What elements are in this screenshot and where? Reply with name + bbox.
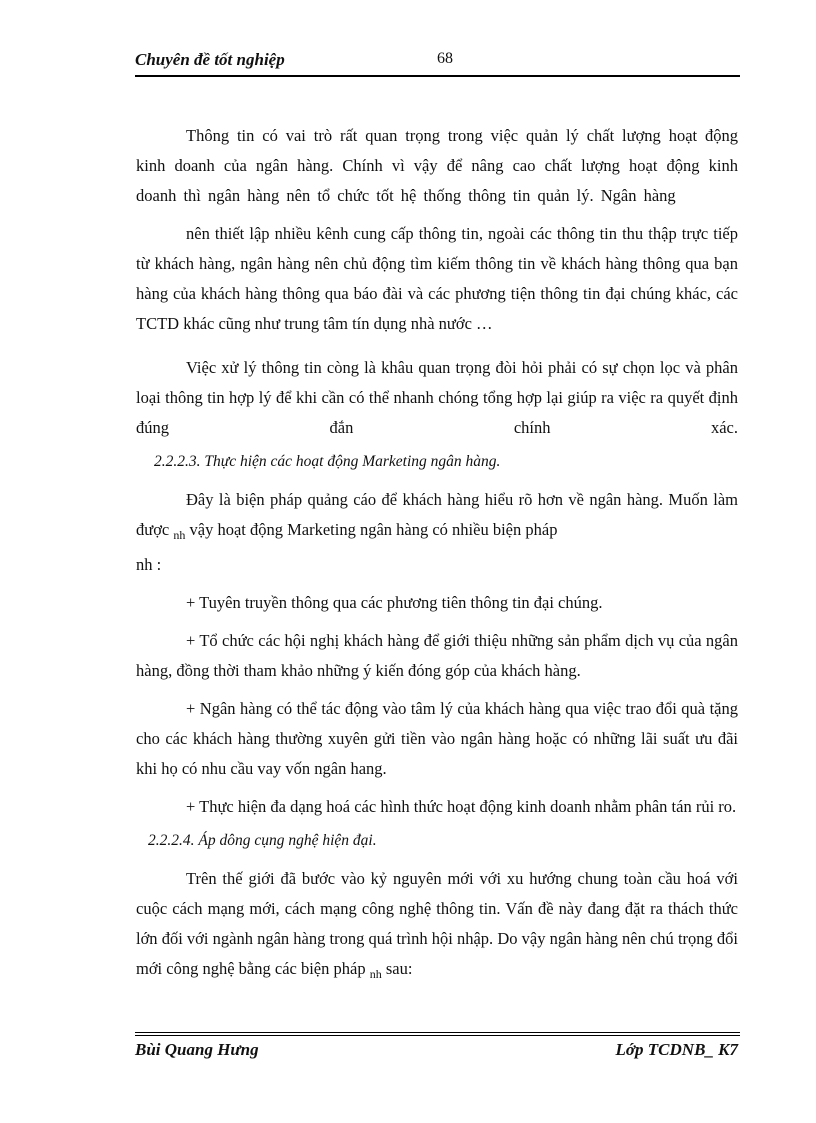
technology-text-end: sau:	[385, 959, 413, 978]
header-title: Chuyên đề tốt nghiệp	[135, 50, 285, 69]
header-rule	[135, 75, 740, 77]
document-body	[136, 121, 738, 989]
marketing-intro-text: Đây là biện pháp quảng cáo để khách hàng hiểu rõ hơn về ngân hàng. Muốn làm được	[136, 490, 738, 539]
marketing-intro-text-end: nh :	[136, 555, 162, 574]
bullet-customer-conferences: + Tổ chức các hội nghị khách hàng để giới thiệu những sản phẩm dịch vụ của ngân hàng, đồng thời tham khảo những ý kiến đóng góp của khách hàng.	[136, 631, 738, 680]
bullet-media-promotion: + Tuyên truyền thông qua các phương tiên thông tin đại chúng.	[186, 593, 603, 612]
footer-class: Lớp TCDNB_ K7	[615, 1040, 738, 1059]
paragraph-information-channels: nên thiết lập nhiều kênh cung cấp thông tin, ngoài các thông tin thu thập trực tiếp từ khách hàng, ngân hàng nên chủ động tìm kiếm thông tin về khách hàng thông qua bạn hàng của khách hàng thông qua báo đài và các phương tiện thông tin đại chúng khác, các TCTD khác cũng như trung tâm tín dụng nhà nước …	[136, 224, 738, 333]
section-heading-technology: 2.2.2.4. Áp dông cụng nghệ hiện đại.	[148, 832, 377, 849]
marketing-intro-text-cont: vậy hoạt động Marketing ngân hàng có nhiều biện pháp	[189, 520, 558, 539]
marketing-intro-subscript: nh	[173, 528, 186, 542]
page-number: 68	[437, 50, 453, 67]
footer-author: Bùi Quang Hưng	[135, 1040, 259, 1059]
footer-rule-top	[135, 1032, 740, 1033]
technology-subscript: nh	[369, 967, 382, 981]
bullet-customer-psychology: + Ngân hàng có thể tác động vào tâm lý của khách hàng qua việc trao đổi quà tặng cho các khách hàng thường xuyên gửi tiền vào ngân hàng hoặc có những lãi suất ưu đãi khi họ có nhu cầu vay vốn ngân hang.	[136, 699, 738, 778]
section-heading-marketing: 2.2.2.3. Thực hiện các hoạt động Marketing ngân hàng.	[154, 453, 501, 470]
paragraph-information-processing: Việc xử lý thông tin còng là khâu quan trọng đòi hỏi phải có sự chọn lọc và phân loại thông tin hợp lý để khi cần có thể nhanh chóng tổng hợp lại giúp ra việc ra quyết định đúng đắn chính xác.	[136, 358, 738, 437]
footer-rule-bottom	[135, 1035, 740, 1036]
paragraph-information-role: Thông tin có vai trò rất quan trọng trong việc quản lý chất lượng hoạt động kinh doanh của ngân hàng. Chính vì vậy để nâng cao chất lượng hoạt động kinh doanh thì ngân hàng nên tổ chức tốt hệ thống thông tin quản lý. Ngân hàng	[136, 126, 738, 205]
technology-text: Trên thế giới đã bước vào kỷ nguyên mới với xu hướng chung toàn cầu hoá với cuộc cách mạng mới, cách mạng công nghệ thông tin. Vấn đề này đang đặt ra thách thức lớn đối với ngành ngân hàng trong quá trình hội nhập. Do vậy ngân hàng nên chú trọng đổi mới công nghệ bằng các biện pháp	[136, 869, 738, 978]
bullet-diversification: + Thực hiện đa dạng hoá các hình thức hoạt động kinh doanh nhằm phân tán rủi ro.	[186, 797, 737, 816]
paragraph-technology	[136, 864, 738, 989]
paragraph-marketing-intro	[136, 485, 738, 580]
